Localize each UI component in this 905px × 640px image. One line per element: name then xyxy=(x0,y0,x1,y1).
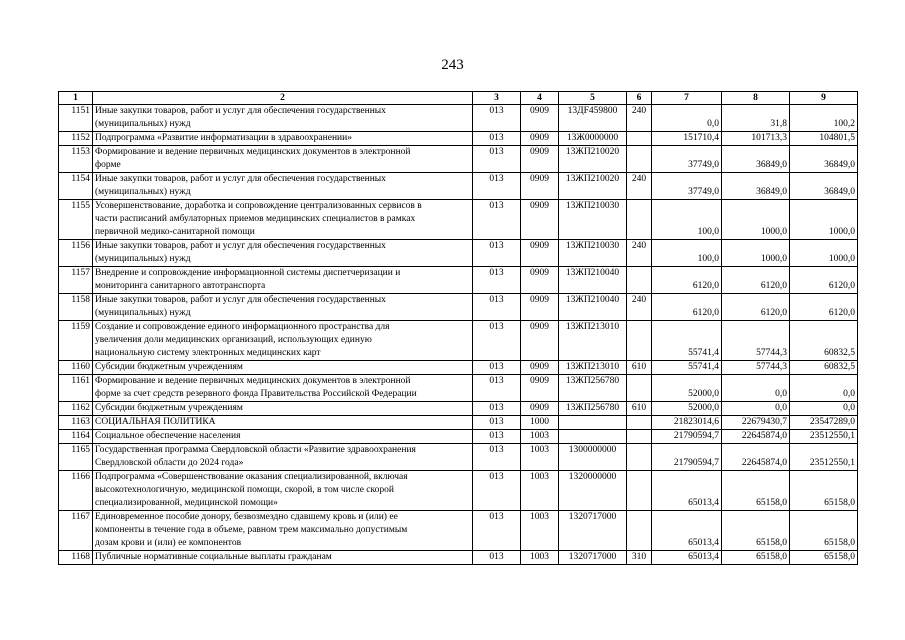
row-description xyxy=(93,240,473,267)
amount-year-3: 65158,0 xyxy=(790,551,858,565)
amount-year-2: 57744,3 xyxy=(722,361,790,375)
expense-type-code: 610 xyxy=(627,402,652,416)
header-cell-2: 2 xyxy=(93,92,473,105)
row-number: 1160 xyxy=(59,361,93,375)
header-cell-7: 7 xyxy=(652,92,722,105)
row-description xyxy=(93,146,473,173)
expense-type-code: 240 xyxy=(627,105,652,132)
amount-year-2: 22645874,0 xyxy=(722,430,790,444)
amount-year-3: 23547289,0 xyxy=(790,416,858,430)
target-article-code: 13ЖП256780 xyxy=(559,402,627,416)
amount-year-2: 36849,0 xyxy=(722,173,790,200)
section-code: 1003 xyxy=(521,430,559,444)
amount-year-3: 6120,0 xyxy=(790,294,858,321)
amount-year-2: 6120,0 xyxy=(722,294,790,321)
section-code: 1003 xyxy=(521,551,559,565)
amount-year-2: 65158,0 xyxy=(722,511,790,551)
section-code: 0909 xyxy=(521,375,559,402)
target-article-code: 13ЖП210020 xyxy=(559,173,627,200)
row-description xyxy=(93,471,473,511)
budget-table xyxy=(58,91,858,565)
expense-type-code xyxy=(627,444,652,471)
row-number: 1156 xyxy=(59,240,93,267)
description-line: Иные закупки товаров, работ и услуг для обеспечения государственных xyxy=(95,295,386,305)
ministry-code: 013 xyxy=(473,105,521,132)
amount-year-2: 0,0 xyxy=(722,375,790,402)
amount-year-1: 55741,4 xyxy=(652,361,722,375)
description-line: Публичные нормативные социальные выплаты гражданам xyxy=(95,552,332,562)
amount-year-3: 36849,0 xyxy=(790,173,858,200)
description-line: Субсидии бюджетным учреждениям xyxy=(95,403,243,413)
amount-year-1: 6120,0 xyxy=(652,267,722,294)
row-number: 1164 xyxy=(59,430,93,444)
row-description xyxy=(93,321,473,361)
description-line: Иные закупки товаров, работ и услуг для обеспечения государственных xyxy=(95,174,386,184)
amount-year-2: 65158,0 xyxy=(722,471,790,511)
amount-year-1: 37749,0 xyxy=(652,173,722,200)
expense-type-code xyxy=(627,416,652,430)
header-cell-3: 3 xyxy=(473,92,521,105)
amount-year-3: 1000,0 xyxy=(790,240,858,267)
header-cell-8: 8 xyxy=(722,92,790,105)
amount-year-2: 0,0 xyxy=(722,402,790,416)
row-description xyxy=(93,430,473,444)
target-article-code: 13ЖП210040 xyxy=(559,267,627,294)
section-code: 0909 xyxy=(521,173,559,200)
expense-type-code xyxy=(627,430,652,444)
row-description xyxy=(93,402,473,416)
header-cell-5: 5 xyxy=(559,92,627,105)
amount-year-1: 65013,4 xyxy=(652,551,722,565)
target-article-code: 13ЖП210030 xyxy=(559,240,627,267)
table-row xyxy=(59,294,858,321)
amount-year-3: 1000,0 xyxy=(790,200,858,240)
description-line: СОЦИАЛЬНАЯ ПОЛИТИКА xyxy=(95,417,216,427)
description-line: Иные закупки товаров, работ и услуг для обеспечения государственных xyxy=(95,106,386,116)
table-row xyxy=(59,173,858,200)
ministry-code: 013 xyxy=(473,402,521,416)
section-code: 1003 xyxy=(521,444,559,471)
section-code: 0909 xyxy=(521,200,559,240)
row-number: 1157 xyxy=(59,267,93,294)
row-description xyxy=(93,132,473,146)
table-row xyxy=(59,444,858,471)
amount-year-3: 60832,5 xyxy=(790,321,858,361)
row-description xyxy=(93,551,473,565)
row-description xyxy=(93,294,473,321)
amount-year-1: 55741,4 xyxy=(652,321,722,361)
amount-year-3: 60832,5 xyxy=(790,361,858,375)
ministry-code: 013 xyxy=(473,375,521,402)
table-row xyxy=(59,430,858,444)
row-number: 1162 xyxy=(59,402,93,416)
amount-year-3: 23512550,1 xyxy=(790,444,858,471)
ministry-code: 013 xyxy=(473,240,521,267)
ministry-code: 013 xyxy=(473,132,521,146)
amount-year-3: 65158,0 xyxy=(790,511,858,551)
expense-type-code xyxy=(627,146,652,173)
target-article-code: 13ЖП210020 xyxy=(559,146,627,173)
expense-type-code xyxy=(627,200,652,240)
header-cell-1: 1 xyxy=(59,92,93,105)
row-description xyxy=(93,444,473,471)
description-line: (муниципальных) нужд xyxy=(95,254,191,264)
amount-year-2: 65158,0 xyxy=(722,551,790,565)
target-article-code: 13ЖП213010 xyxy=(559,361,627,375)
amount-year-3: 6120,0 xyxy=(790,267,858,294)
row-number: 1167 xyxy=(59,511,93,551)
ministry-code: 013 xyxy=(473,267,521,294)
target-article-code: 1300000000 xyxy=(559,444,627,471)
row-number: 1152 xyxy=(59,132,93,146)
table-body xyxy=(59,92,858,565)
header-cell-9: 9 xyxy=(790,92,858,105)
target-article-code xyxy=(559,430,627,444)
amount-year-3: 100,2 xyxy=(790,105,858,132)
amount-year-1: 151710,4 xyxy=(652,132,722,146)
description-line: Государственная программа Свердловской области «Развитие здравоохранения xyxy=(95,445,416,455)
description-line: Формирование и ведение первичных медицинских документов в электронной xyxy=(95,376,411,386)
amount-year-3: 0,0 xyxy=(790,402,858,416)
ministry-code: 013 xyxy=(473,294,521,321)
section-code: 0909 xyxy=(521,402,559,416)
row-description xyxy=(93,267,473,294)
description-line: Социальное обеспечение населения xyxy=(95,431,241,441)
row-number: 1158 xyxy=(59,294,93,321)
row-number: 1154 xyxy=(59,173,93,200)
table-row xyxy=(59,471,858,511)
section-code: 0909 xyxy=(521,294,559,321)
target-article-code: 13ЖП210030 xyxy=(559,200,627,240)
ministry-code: 013 xyxy=(473,430,521,444)
ministry-code: 013 xyxy=(473,444,521,471)
section-code: 0909 xyxy=(521,361,559,375)
row-description xyxy=(93,173,473,200)
ministry-code: 013 xyxy=(473,471,521,511)
amount-year-1: 21790594,7 xyxy=(652,444,722,471)
table-row xyxy=(59,416,858,430)
description-line: мониторинга санитарного автотранспорта xyxy=(95,281,266,291)
row-number: 1165 xyxy=(59,444,93,471)
section-code: 1000 xyxy=(521,416,559,430)
target-article-code: 13Ж0000000 xyxy=(559,132,627,146)
row-number: 1166 xyxy=(59,471,93,511)
expense-type-code xyxy=(627,321,652,361)
description-line: Субсидии бюджетным учреждениям xyxy=(95,362,243,372)
description-line: национальную систему электронных медицинских карт xyxy=(95,348,321,358)
amount-year-1: 52000,0 xyxy=(652,375,722,402)
amount-year-3: 65158,0 xyxy=(790,471,858,511)
target-article-code: 13ЖП256780 xyxy=(559,375,627,402)
ministry-code: 013 xyxy=(473,416,521,430)
amount-year-1: 6120,0 xyxy=(652,294,722,321)
amount-year-3: 0,0 xyxy=(790,375,858,402)
row-description xyxy=(93,361,473,375)
amount-year-2: 57744,3 xyxy=(722,321,790,361)
description-line: (муниципальных) нужд xyxy=(95,119,191,129)
expense-type-code xyxy=(627,471,652,511)
amount-year-2: 1000,0 xyxy=(722,240,790,267)
section-code: 0909 xyxy=(521,146,559,173)
target-article-code: 13ЖП213010 xyxy=(559,321,627,361)
amount-year-2: 36849,0 xyxy=(722,146,790,173)
expense-type-code xyxy=(627,267,652,294)
expense-type-code xyxy=(627,375,652,402)
expense-type-code: 240 xyxy=(627,294,652,321)
expense-type-code: 240 xyxy=(627,240,652,267)
expense-type-code xyxy=(627,511,652,551)
description-line: (муниципальных) нужд xyxy=(95,187,191,197)
amount-year-1: 100,0 xyxy=(652,200,722,240)
description-line: первичной медико-санитарной помощи xyxy=(95,227,255,237)
description-line: форме за счет средств резервного фонда Правительства Российской Федерации xyxy=(95,389,417,399)
amount-year-1: 0,0 xyxy=(652,105,722,132)
amount-year-3: 36849,0 xyxy=(790,146,858,173)
description-line: высокотехнологичную, медицинской помощи, скорой, в том числе скорой xyxy=(95,485,394,495)
table-row xyxy=(59,321,858,361)
amount-year-2: 6120,0 xyxy=(722,267,790,294)
ministry-code: 013 xyxy=(473,551,521,565)
amount-year-2: 31,8 xyxy=(722,105,790,132)
row-number: 1159 xyxy=(59,321,93,361)
row-number: 1163 xyxy=(59,416,93,430)
ministry-code: 013 xyxy=(473,200,521,240)
amount-year-2: 22679430,7 xyxy=(722,416,790,430)
description-line: Свердловской области до 2024 года» xyxy=(95,458,244,468)
section-code: 1003 xyxy=(521,511,559,551)
expense-type-code: 240 xyxy=(627,173,652,200)
section-code: 0909 xyxy=(521,240,559,267)
description-line: увеличения доли медицинских организаций, использующих единую xyxy=(95,335,372,345)
description-line: специализированной, медицинской помощи» xyxy=(95,498,278,508)
amount-year-3: 104801,5 xyxy=(790,132,858,146)
amount-year-1: 65013,4 xyxy=(652,511,722,551)
row-number: 1153 xyxy=(59,146,93,173)
table-row xyxy=(59,551,858,565)
amount-year-3: 23512550,1 xyxy=(790,430,858,444)
description-line: Внедрение и сопровождение информационной системы диспетчеризации и xyxy=(95,268,401,278)
description-line: форме xyxy=(95,160,121,170)
table-row xyxy=(59,511,858,551)
description-line: Создание и сопровождение единого информационного пространства для xyxy=(95,322,390,332)
description-line: (муниципальных) нужд xyxy=(95,308,191,318)
description-line: дозам крови и (или) ее компонентов xyxy=(95,538,242,548)
target-article-code: 1320000000 xyxy=(559,471,627,511)
description-line: Подпрограмма «Совершенствование оказания специализированной, включая xyxy=(95,472,408,482)
table-row xyxy=(59,200,858,240)
section-code: 0909 xyxy=(521,267,559,294)
ministry-code: 013 xyxy=(473,146,521,173)
amount-year-1: 21823014,6 xyxy=(652,416,722,430)
table-header-row xyxy=(59,92,858,105)
page-number: 243 xyxy=(441,57,464,73)
description-line: компоненты в течение года в объеме, равном трем максимально допустимым xyxy=(95,525,408,535)
expense-type-code xyxy=(627,132,652,146)
row-description xyxy=(93,105,473,132)
table-row xyxy=(59,402,858,416)
target-article-code xyxy=(559,416,627,430)
description-line: Подпрограмма «Развитие информатизации в здравоохранении» xyxy=(95,133,352,143)
amount-year-2: 1000,0 xyxy=(722,200,790,240)
row-number: 1168 xyxy=(59,551,93,565)
amount-year-1: 37749,0 xyxy=(652,146,722,173)
header-cell-6: 6 xyxy=(627,92,652,105)
description-line: Формирование и ведение первичных медицинских документов в электронной xyxy=(95,147,411,157)
target-article-code: 13ДF459800 xyxy=(559,105,627,132)
description-line: Усовершенствование, доработка и сопровождение централизованных сервисов в xyxy=(95,201,422,211)
amount-year-1: 100,0 xyxy=(652,240,722,267)
section-code: 0909 xyxy=(521,321,559,361)
amount-year-1: 65013,4 xyxy=(652,471,722,511)
table-row xyxy=(59,146,858,173)
table-row xyxy=(59,267,858,294)
row-number: 1155 xyxy=(59,200,93,240)
description-line: Единовременное пособие донору, безвозмездно сдавшему кровь и (или) ее xyxy=(95,512,398,522)
amount-year-1: 21790594,7 xyxy=(652,430,722,444)
ministry-code: 013 xyxy=(473,361,521,375)
ministry-code: 013 xyxy=(473,321,521,361)
row-description xyxy=(93,416,473,430)
target-article-code: 13ЖП210040 xyxy=(559,294,627,321)
row-number: 1161 xyxy=(59,375,93,402)
table-row xyxy=(59,375,858,402)
target-article-code: 1320717000 xyxy=(559,511,627,551)
ministry-code: 013 xyxy=(473,173,521,200)
table-row xyxy=(59,240,858,267)
section-code: 1003 xyxy=(521,471,559,511)
expense-type-code: 310 xyxy=(627,551,652,565)
row-description xyxy=(93,375,473,402)
amount-year-1: 52000,0 xyxy=(652,402,722,416)
target-article-code: 1320717000 xyxy=(559,551,627,565)
ministry-code: 013 xyxy=(473,511,521,551)
row-description xyxy=(93,511,473,551)
row-description xyxy=(93,200,473,240)
table-row xyxy=(59,105,858,132)
header-cell-4: 4 xyxy=(521,92,559,105)
amount-year-2: 22645874,0 xyxy=(722,444,790,471)
table-row xyxy=(59,361,858,375)
table-row xyxy=(59,132,858,146)
section-code: 0909 xyxy=(521,132,559,146)
section-code: 0909 xyxy=(521,105,559,132)
description-line: Иные закупки товаров, работ и услуг для обеспечения государственных xyxy=(95,241,386,251)
expense-type-code: 610 xyxy=(627,361,652,375)
description-line: части расписаний амбулаторных приемов медицинских специалистов в рамках xyxy=(95,214,416,224)
amount-year-2: 101713,3 xyxy=(722,132,790,146)
row-number: 1151 xyxy=(59,105,93,132)
